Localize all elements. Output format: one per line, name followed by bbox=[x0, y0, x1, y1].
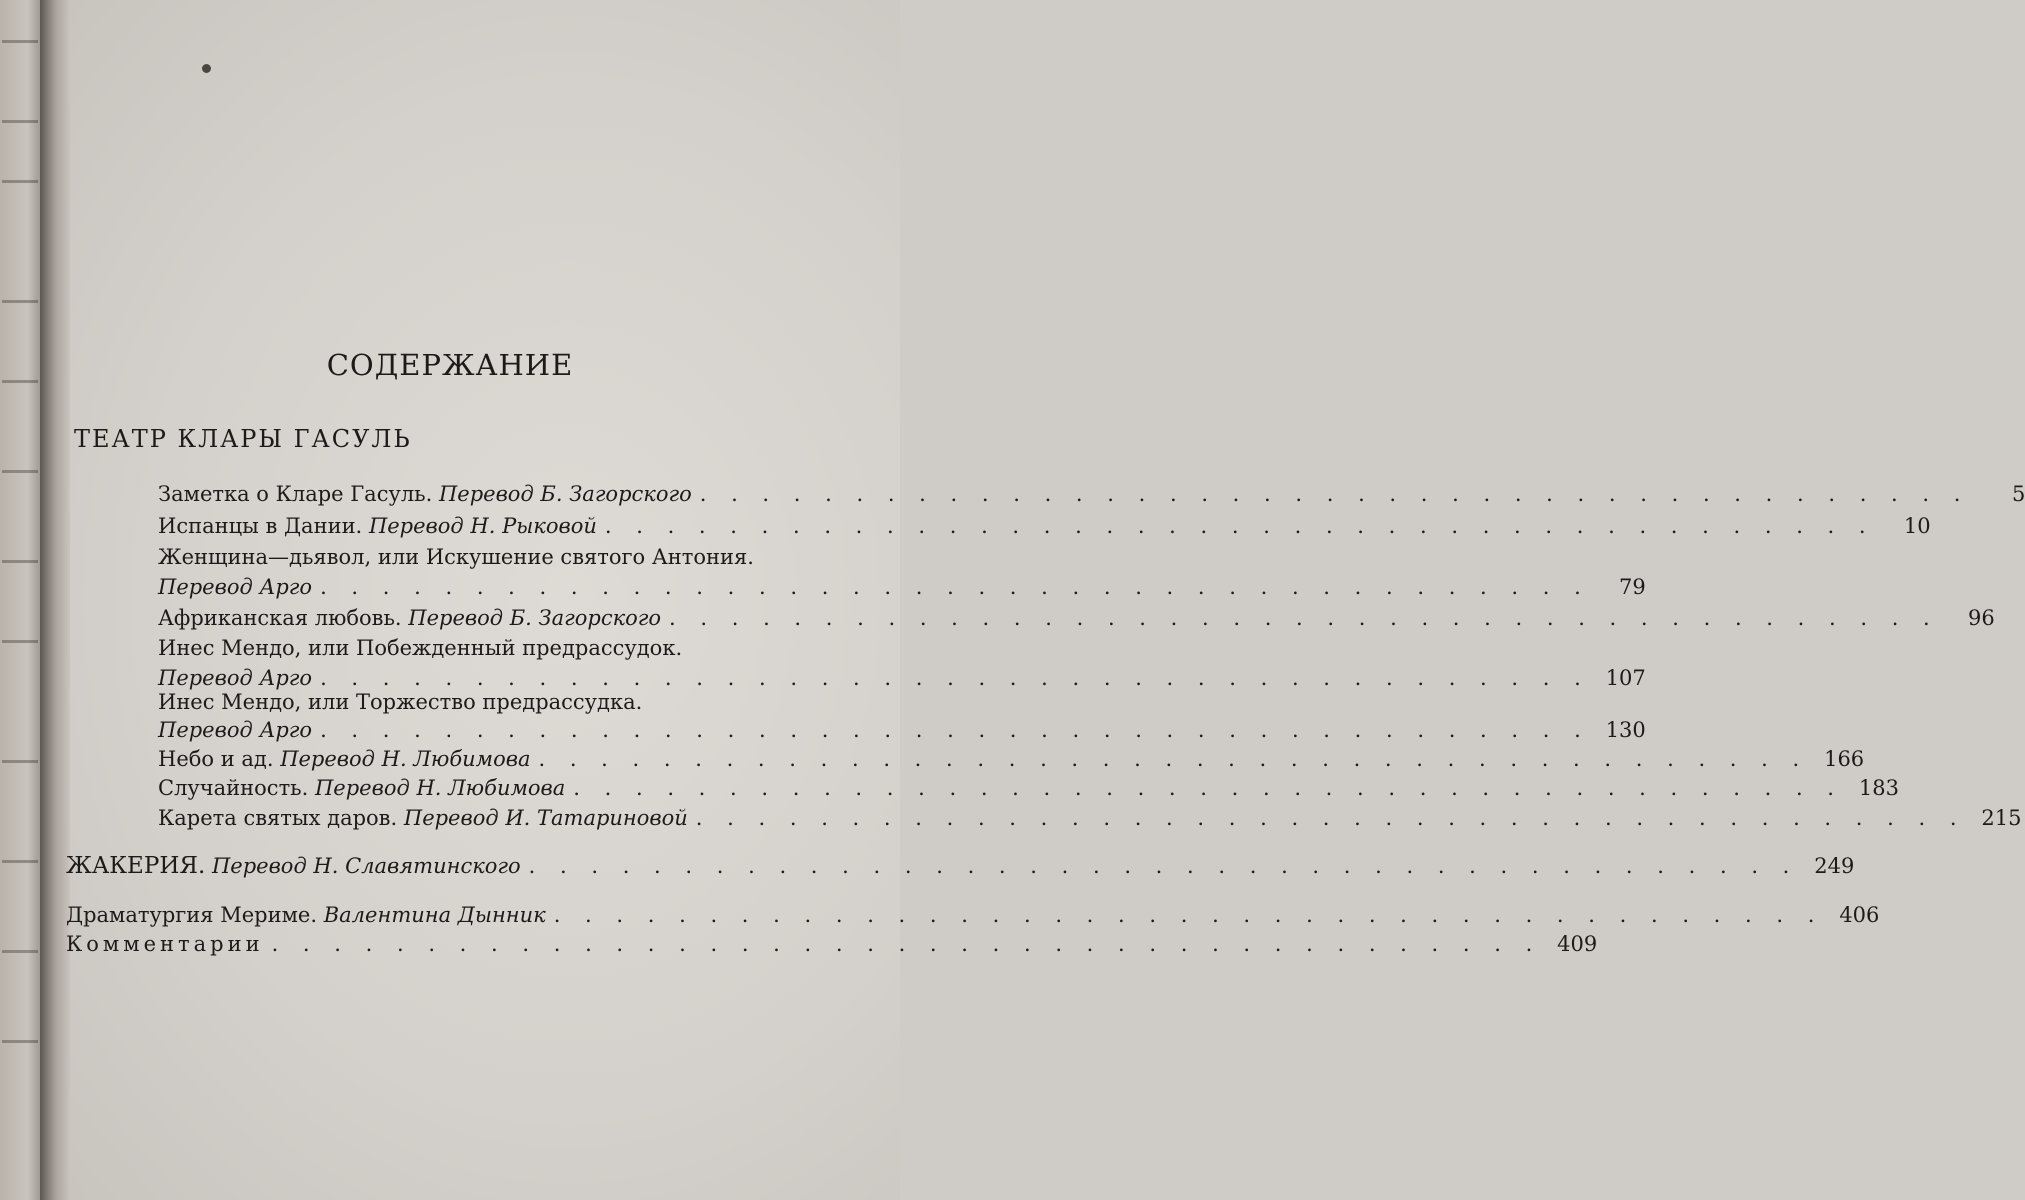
leader-dots: . . . . . . . . . . . . . . . . . . . . . . . . . . . . . . . . . . . . . . . . . bbox=[320, 718, 1590, 742]
entry-translator: Перевод Арго bbox=[158, 575, 313, 599]
leader-dots: . . . . . . . . . . . . . . . . . . . . . . . . . . . . . . . . . . . . . . . . . bbox=[553, 903, 1824, 927]
toc-entry bbox=[158, 718, 1646, 742]
page-title: СОДЕРЖАНИЕ bbox=[326, 348, 574, 382]
entry-translator: Перевод Н. Славятинского bbox=[211, 854, 521, 878]
entry-title: Африканская любовь. bbox=[158, 606, 402, 630]
page-number: 215 bbox=[1981, 806, 2022, 830]
page-number: 183 bbox=[1858, 776, 1899, 800]
book-gutter bbox=[40, 0, 74, 1200]
toc-entry-comments bbox=[66, 932, 1598, 956]
leader-dots: . . . . . . . . . . . . . . . . . . . . . . . . . . . . . . . . . . . . . . . . . bbox=[271, 932, 1542, 956]
leader-dots: . . . . . . . . . . . . . . . . . . . . . . . . . . . . . . . . . . . . . . . . . bbox=[695, 806, 1966, 830]
entry-title: Испанцы в Дании. bbox=[158, 514, 363, 538]
entry-title: Драматургия Мериме. bbox=[66, 903, 318, 927]
page-number: 409 bbox=[1557, 932, 1598, 956]
page-number: 79 bbox=[1619, 575, 1646, 599]
leader-dots: . . . . . . . . . . . . . . . . . . . . . . . . . . . . . . . . . . . . . . . . . bbox=[699, 482, 1970, 506]
toc-entry-dramaturgy bbox=[66, 903, 1880, 927]
toc-entry bbox=[158, 776, 1899, 800]
entry-title: ЖАКЕРИЯ. bbox=[66, 853, 206, 879]
book-page bbox=[70, 0, 900, 1200]
toc-entry bbox=[158, 575, 1646, 599]
leader-dots: . . . . . . . . . . . . . . . . . . . . . . . . . . . . . . . . . . . . . . . . . bbox=[320, 575, 1590, 599]
page-number: 166 bbox=[1824, 747, 1865, 771]
page-number: 96 bbox=[1968, 606, 1995, 630]
page-number: 130 bbox=[1605, 718, 1646, 742]
page-number: 107 bbox=[1605, 666, 1646, 690]
entry-translator: Перевод Н. Любимова bbox=[314, 776, 566, 800]
page-number: 10 bbox=[1903, 514, 1931, 538]
leader-dots: . . . . . . . . . . . . . . . . . . . . . . . . . . . . . . . . . . . . . . . . . bbox=[528, 854, 1799, 878]
section-heading-theatre: ТЕАТР КЛАРЫ ГАСУЛЬ bbox=[74, 425, 412, 453]
entry-title: Инес Мендо, или Торжество предрассудка. bbox=[158, 690, 643, 714]
entry-translator: Перевод Арго bbox=[158, 666, 313, 690]
toc-entry bbox=[158, 606, 1995, 630]
entry-translator: Перевод И. Татариновой bbox=[403, 806, 688, 830]
toc-entry bbox=[158, 747, 1865, 771]
page-number: 5 bbox=[2012, 482, 2025, 506]
entry-title: Случайность. bbox=[158, 776, 309, 800]
leader-dots: . . . . . . . . . . . . . . . . . . . . . . . . . . . . . . . . . . . . . . . . . bbox=[604, 514, 1875, 538]
toc-entry bbox=[158, 806, 2022, 830]
entry-translator: Перевод Н. Рыковой bbox=[368, 514, 597, 538]
leader-dots: . . . . . . . . . . . . . . . . . . . . . . . . . . . . . . . . . . . . . . . . . bbox=[538, 747, 1809, 771]
entry-title: Карета святых даров. bbox=[158, 806, 398, 830]
entry-translator: Перевод Н. Любимова bbox=[280, 747, 531, 771]
entry-title: Женщина—дьявол, или Искушение святого Антония. bbox=[158, 545, 754, 569]
entry-translator: Перевод Б. Загорского bbox=[438, 482, 692, 506]
leader-dots: . . . . . . . . . . . . . . . . . . . . . . . . . . . . . . . . . . . . . . . . . bbox=[320, 666, 1590, 690]
entry-author: Валентина Дынник bbox=[323, 903, 546, 927]
entry-title: Небо и ад. bbox=[158, 747, 274, 771]
page-number: 249 bbox=[1814, 854, 1855, 878]
entry-title: Комментарии bbox=[66, 932, 264, 956]
entry-translator: Перевод Арго bbox=[158, 718, 313, 742]
entry-title: Заметка о Кларе Гасуль. bbox=[158, 482, 433, 506]
toc-entry bbox=[158, 482, 2025, 506]
page-number: 406 bbox=[1839, 903, 1880, 927]
toc-entry bbox=[158, 666, 1646, 690]
entry-translator: Перевод Б. Загорского bbox=[408, 606, 662, 630]
toc-entry bbox=[158, 514, 1931, 538]
toc-entry-jacquerie bbox=[66, 853, 1855, 879]
page-speck bbox=[202, 64, 211, 73]
leader-dots: . . . . . . . . . . . . . . . . . . . . . . . . . . . . . . . . . . . . . . . . . bbox=[573, 776, 1843, 800]
entry-title: Инес Мендо, или Побежденный предрассудок. bbox=[158, 636, 683, 660]
leader-dots: . . . . . . . . . . . . . . . . . . . . . . . . . . . . . . . . . . . . . . . . . bbox=[669, 606, 1939, 630]
